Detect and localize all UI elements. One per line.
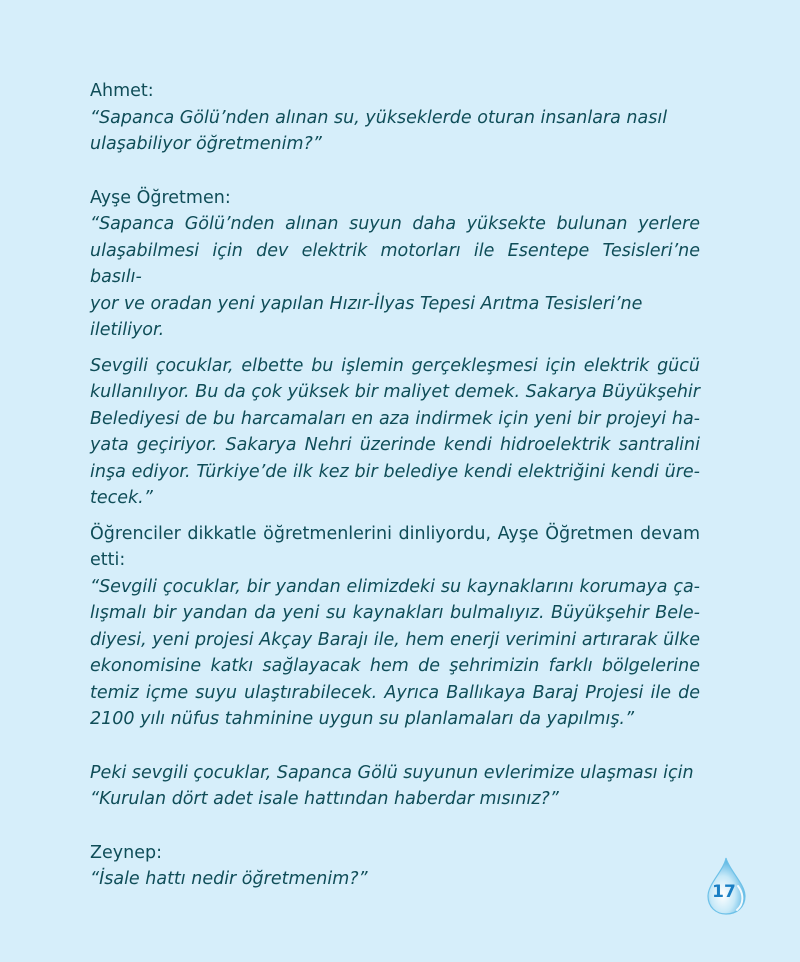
paragraph	[90, 185, 700, 344]
text-line: Peki sevgili çocuklar, Sapanca Gölü suyunun evlerimize ulaşması için	[90, 762, 694, 783]
text-line: “Sevgili çocuklar, bir yandan elimizdeki su kaynaklarını korumaya ça-	[90, 576, 700, 597]
paragraph-spacer	[90, 733, 700, 760]
page-number-badge	[704, 856, 754, 916]
paragraph	[90, 840, 700, 893]
text-line: “Sapanca Gölü’nden alınan suyun daha yüksekte bulunan yerlere	[90, 214, 700, 234]
paragraph-spacer	[90, 512, 700, 521]
page-number: 17	[712, 882, 736, 902]
text-line: inşa ediyor. Türkiye’de ilk kez bir belediye kendi elektriğini kendi üre-	[90, 461, 700, 482]
text-line: etti:	[90, 550, 126, 570]
text-line: 2100 yılı nüfus tahminine uygun su planlamaları da yapılmış.”	[90, 709, 635, 729]
text-line: “Kurulan dört adet isale hattından haberdar mısınız?”	[90, 789, 559, 809]
text-line: Ahmet:	[90, 81, 154, 101]
text-line: temiz içme suyu ulaştırabilecek. Ayrıca Ballıkaya Baraj Projesi ile de	[90, 682, 700, 703]
text-line: lışmalı bir yandan da yeni su kaynakları bulmalıyız. Büyükşehir Bele-	[90, 603, 700, 623]
paragraph-spacer	[90, 158, 700, 185]
text-line: tecek.”	[90, 488, 153, 508]
text-line: Ayşe Öğretmen:	[90, 187, 231, 208]
paragraph-spacer	[90, 344, 700, 353]
paragraph	[90, 760, 700, 813]
text-line: “Sapanca Gölü’nden alınan su, yükseklerde oturan insanlara nasıl	[90, 107, 668, 128]
text-line: Belediyesi de bu harcamaları en aza indirmek için yeni bir projeyi ha-	[90, 408, 700, 429]
text-line: yata geçiriyor. Sakarya Nehri üzerinde kendi hidroelektrik santralini	[90, 435, 700, 455]
page-text	[90, 78, 700, 893]
paragraph	[90, 78, 700, 158]
text-line: diyesi, yeni projesi Akçay Barajı ile, hem enerji verimini artırarak ülke	[90, 629, 700, 650]
text-line: kullanılıyor. Bu da çok yüksek bir maliyet demek. Sakarya Büyükşehir	[90, 382, 700, 402]
paragraph	[90, 521, 700, 733]
paragraph	[90, 353, 700, 512]
text-line: ulaşabilmesi için dev elektrik motorları ile Esentepe Tesisleri’ne basılı-	[90, 240, 700, 287]
text-line: ulaşabiliyor öğretmenim?”	[90, 134, 322, 154]
paragraph-spacer	[90, 813, 700, 840]
text-line: ekonomisine katkı sağlayacak hem de şehrimizin farklı bölgelerine	[90, 656, 700, 676]
text-line: yor ve oradan yeni yapılan Hızır-İlyas Tepesi Arıtma Tesisleri’ne iletiliyor.	[90, 293, 643, 340]
text-line: Zeynep:	[90, 842, 162, 863]
text-line: Sevgili çocuklar, elbette bu işlemin gerçekleşmesi için elektrik gücü	[90, 355, 700, 376]
text-line: “İsale hattı nedir öğretmenim?”	[90, 869, 368, 889]
text-line: Öğrenciler dikkatle öğretmenlerini dinliyordu, Ayşe Öğretmen devam	[90, 523, 700, 544]
